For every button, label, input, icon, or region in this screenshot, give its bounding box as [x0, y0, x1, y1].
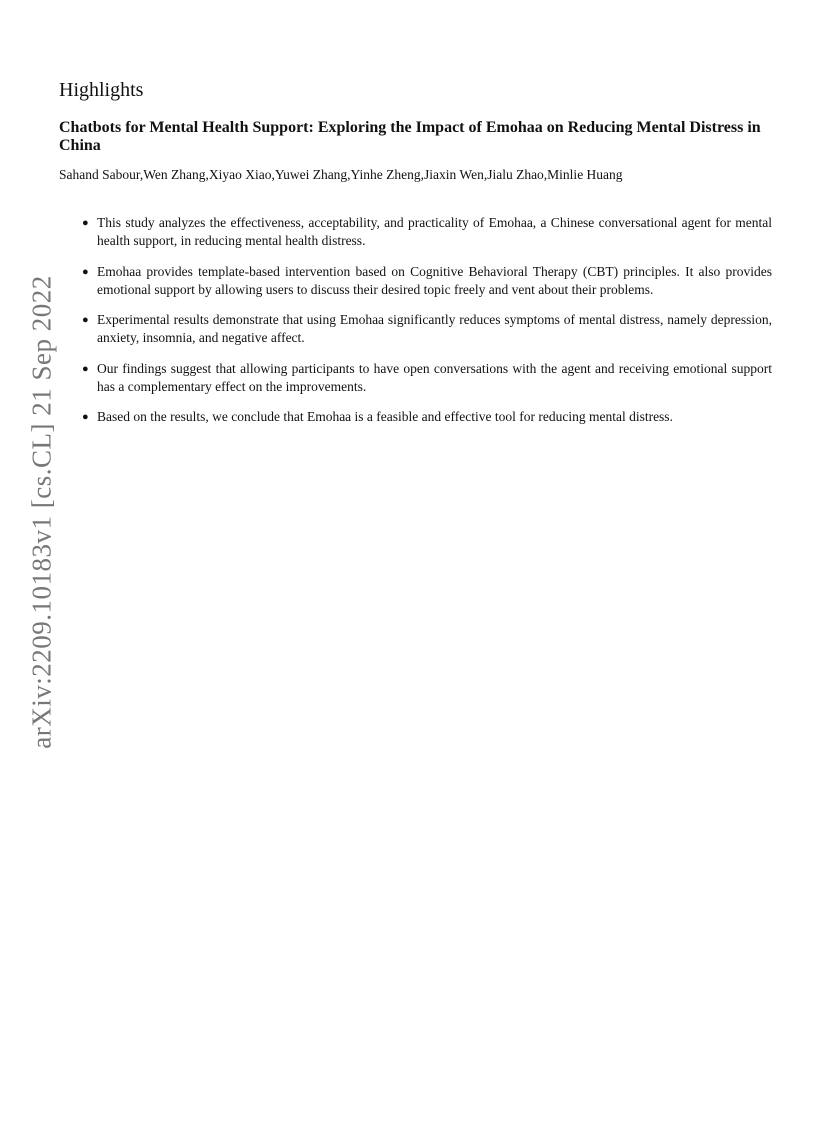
- highlight-text: Based on the results, we conclude that Emohaa is a feasible and effective tool for reducing mental distress.: [97, 409, 673, 424]
- arxiv-identifier-stamp: arXiv:2209.10183v1 [cs.CL] 21 Sep 2022: [26, 275, 57, 749]
- highlight-text: This study analyzes the effectiveness, acceptability, and practicality of Emohaa, a Chinese conversational agent for mental health support, in reducing mental health distress.: [97, 215, 772, 248]
- bullet-icon: ●: [82, 362, 89, 375]
- highlight-item: [82, 311, 772, 347]
- bullet-icon: ●: [82, 217, 89, 229]
- highlights-heading: Highlights: [59, 79, 144, 101]
- highlight-text: Emohaa provides template-based intervention based on Cognitive Behavioral Therapy (CBT) principles. It also provides emotional support by allowing users to discuss their desired topic freely and vent about their problems.: [97, 263, 772, 297]
- bullet-icon: ●: [82, 411, 89, 423]
- bullet-icon: ●: [82, 314, 89, 326]
- highlight-text: Experimental results demonstrate that using Emohaa significantly reduces symptoms of mental distress, namely depression, anxiety, insomnia, and negative affect.: [97, 312, 772, 345]
- highlight-item: [82, 214, 772, 250]
- bullet-icon: ●: [82, 265, 89, 278]
- highlight-item: [82, 360, 772, 396]
- highlight-text: Our findings suggest that allowing participants to have open conversations with the agent and receiving emotional support has a complementary effect on the improvements.: [97, 360, 772, 394]
- paper-title: Chatbots for Mental Health Support: Exploring the Impact of Emohaa on Reducing Mental Distress in China: [59, 119, 761, 154]
- highlights-list: [82, 214, 772, 439]
- highlight-item: [82, 263, 772, 299]
- highlight-item: [82, 408, 772, 426]
- author-list: Sahand Sabour,Wen Zhang,Xiyao Xiao,Yuwei Zhang,Yinhe Zheng,Jiaxin Wen,Jialu Zhao,Minlie Huang: [59, 167, 623, 182]
